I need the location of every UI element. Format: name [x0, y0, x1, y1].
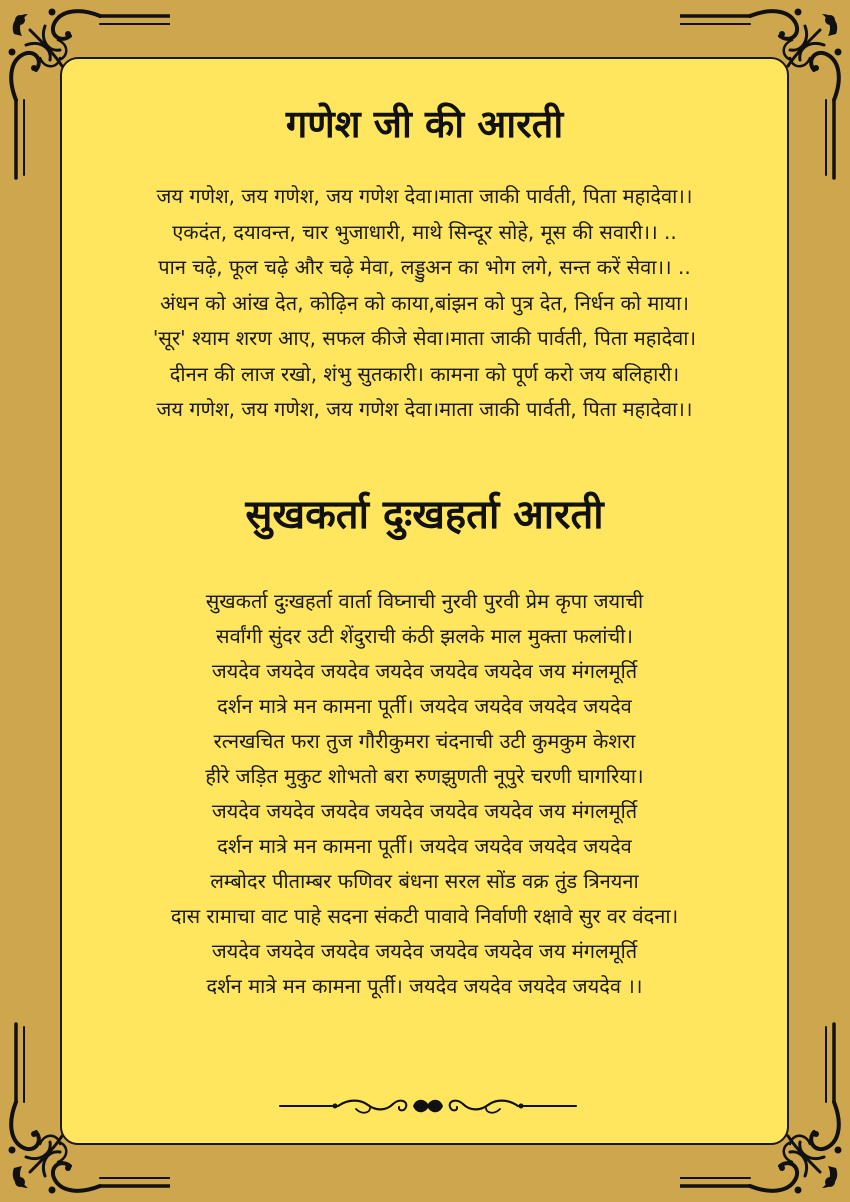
verse-line: दीनन की लाज रखो, शंभु सुतकारी। कामना को पूर्ण करो जय बलिहारी।: [169, 361, 680, 386]
verse-line: एकदंत, दयावन्त, चार भुजाधारी, माथे सिन्दूर सोहे, मूस की सवारी।। ..: [172, 219, 677, 244]
sukhkarta-aarti-title: सुखकर्ता दुःखहर्ता आरती: [245, 492, 604, 538]
scroll-divider-icon: [278, 1095, 578, 1117]
sukhkarta-aarti-verses: [62, 584, 787, 1004]
verse-line: लम्बोदर पीताम्बर फणिवर बंधना सरल सोंड वक्र तुंड त्रिनयना: [210, 869, 639, 893]
aarti-panel: [60, 57, 789, 1145]
verse-line: अंधन को आंख देत, कोढ़िन को काया,बांझन को पुत्र देत, निर्धन को माया।: [160, 290, 689, 315]
verse-line: जयदेव जयदेव जयदेव जयदेव जयदेव जयदेव जय मंगलमूर्ति: [211, 799, 638, 823]
verse-line: दास रामाचा वाट पाहे सदना संकटी पावावे निर्वाणी रक्षावे सुर वर वंदना।: [170, 904, 679, 928]
verse-line: सुखकर्ता दुःखहर्ता वार्ता विघ्नाची नुरवी पुरवी प्रेम कृपा जयाची: [205, 589, 644, 613]
verse-line: हीरे जड़ित मुकुट शोभतो बरा रुणझुणती नूपुरे चरणी घागरिया।: [205, 764, 644, 788]
verse-line: 'सूर' श्याम शरण आए, सफल कीजे सेवा।माता जाकी पार्वती, पिता महादेवा।: [152, 326, 697, 350]
ganesh-aarti-title: गणेश जी की आरती: [285, 102, 564, 146]
verse-line: दर्शन मात्रे मन कामना पूर्ती। जयदेव जयदेव जयदेव जयदेव: [217, 834, 632, 858]
verse-line: सर्वांगी सुंदर उटी शेंदुराची कंठी झलके माल मुक्ता फलांची।: [216, 624, 633, 648]
verse-line: दर्शन मात्रे मन कामना पूर्ती। जयदेव जयदेव जयदेव जयदेव ।।: [206, 974, 643, 998]
verse-line: दर्शन मात्रे मन कामना पूर्ती। जयदेव जयदेव जयदेव जयदेव: [217, 694, 632, 718]
verse-line: जय गणेश, जय गणेश, जय गणेश देवा।माता जाकी पार्वती, पिता महादेवा।।: [156, 397, 693, 421]
verse-line: पान चढ़े, फूल चढ़े और चढ़े मेवा, लड्डुअन का भोग लगे, सन्त करें सेवा।। ..: [158, 255, 691, 279]
verse-line: रत्नखचित फरा तुज गौरीकुमरा चंदनाची उटी कुमकुम केशरा: [213, 729, 636, 753]
verse-line: जयदेव जयदेव जयदेव जयदेव जयदेव जयदेव जय मंगलमूर्ति: [211, 939, 638, 963]
verse-line: जयदेव जयदेव जयदेव जयदेव जयदेव जयदेव जय मंगलमूर्ति: [211, 659, 638, 683]
ganesh-aarti-verses: [62, 179, 787, 428]
verse-line: जय गणेश, जय गणेश, जय गणेश देवा।माता जाकी पार्वती, पिता महादेवा।।: [156, 184, 693, 208]
